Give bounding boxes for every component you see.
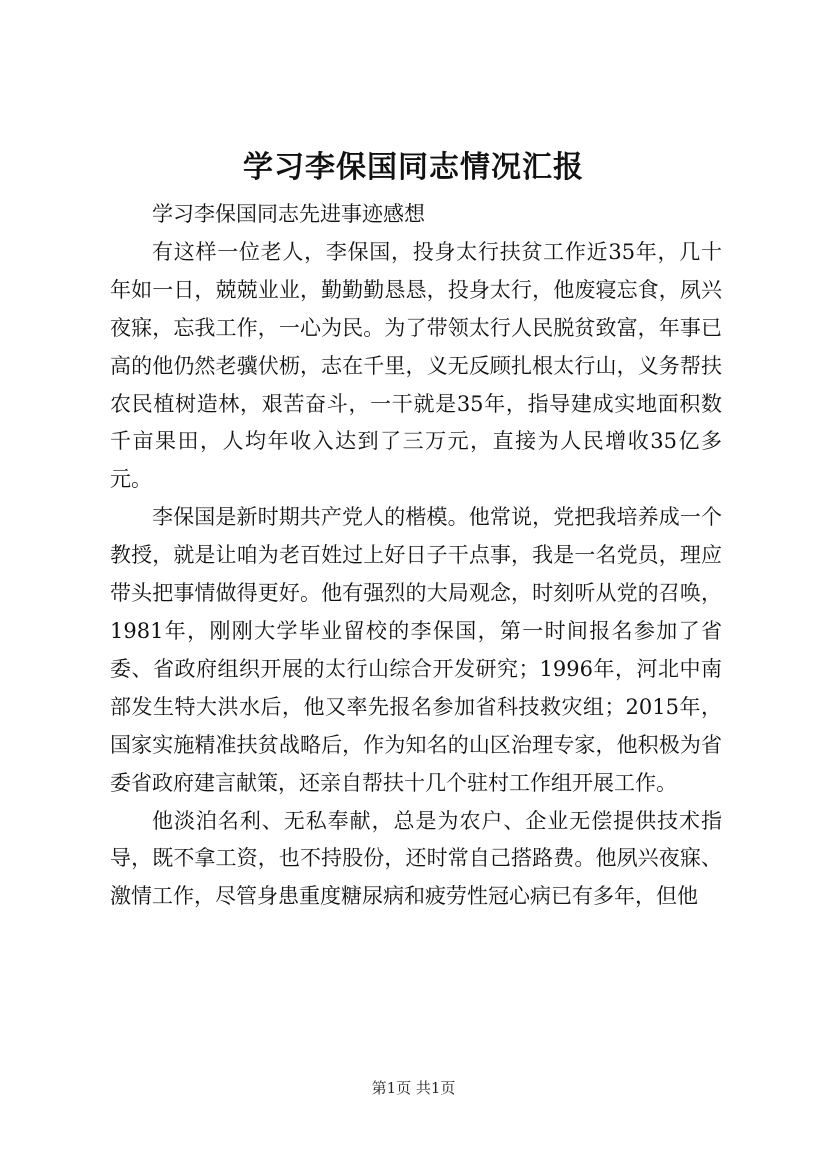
document-title: 学习李保国同志情况汇报: [243, 150, 584, 185]
document-body: [110, 196, 722, 916]
page-number-footer: 第1页 共1页: [371, 1079, 456, 1097]
paragraph-3: 他淡泊名利、无私奉献，总是为农户、企业无偿提供技术指导，既不拿工资，也不持股份，还时常自己搭路费。他夙兴夜寐、激情工作，尽管身患重度糖尿病和疲劳性冠心病已有多年，但他: [110, 808, 722, 909]
paragraph-2: 李保国是新时期共产党人的楷模。他常说，党把我培养成一个教授，就是让咱为老百姓过上好日子干点事，我是一名党员，理应带头把事情做得更好。他有强烈的大局观念，时刻听从党的召唤，1981年，刚刚大学毕业留校的李保国，第一时间报名参加了省委、省政府组织开展的太行山综合开发研究；1996年，河北中南部发生特大洪水后，他又率先报名参加省科技救灾组；2015年，国家实施精准扶贫战略后，作为知名的山区治理专家，他积极为省委省政府建言献策，还亲自帮扶十几个驻村工作组开展工作。: [110, 505, 722, 795]
paragraph-1: 有这样一位老人，李保国，投身太行扶贫工作近35年，几十年如一日，兢兢业业，勤勤勤恳恳，投身太行，他废寝忘食，夙兴夜寐，忘我工作，一心为民。为了带领太行人民脱贫致富，年事已高的他仍然老骥伏枥，志在千里，义无反顾扎根太行山，义务帮扶农民植树造林，艰苦奋斗，一干就是35年，指导建成实地面积数千亩果田，人均年收入达到了三万元，直接为人民增收35亿多元。: [110, 239, 722, 492]
paragraph-subtitle: 学习李保国同志先进事迹感想: [152, 202, 425, 226]
